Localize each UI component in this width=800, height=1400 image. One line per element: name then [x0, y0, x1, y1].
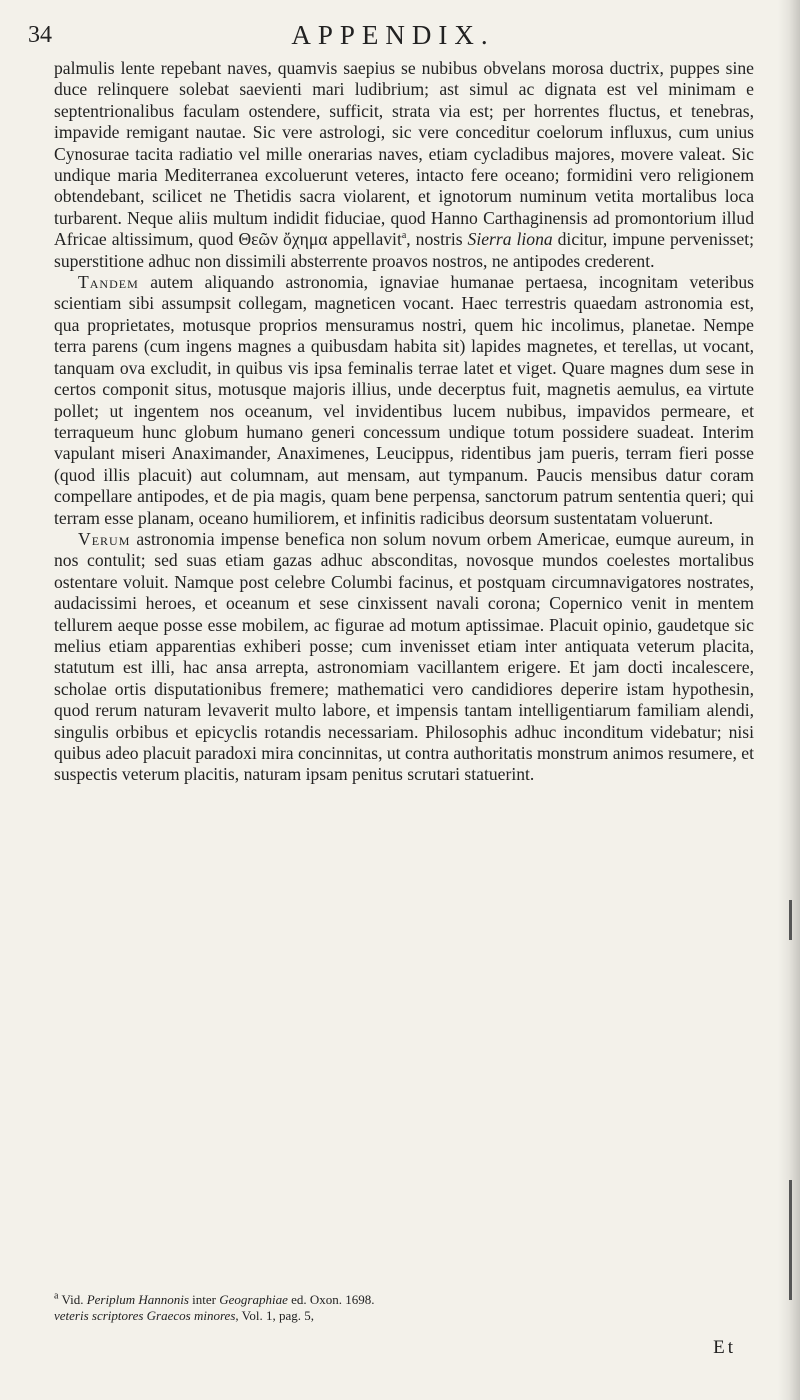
footnote-ref: a: [401, 230, 407, 242]
footnote-volume: , Vol. 1, pag. 5,: [235, 1308, 314, 1323]
paragraph-2-text: autem aliquando astronomia, ignaviae humanae pertaesa, incognitam veteribus scientiam sibi assumpsit collegam, magneticen vocant. Haec terrestris quaedam astronomia est, qua proprietates, motusque proprios mensuramus nostri, quem hic incolimus, planetae. Nempe terra parens (cum ingens magnes a quibusdam habita sit) lapides magnetes, et terellas, ut vocant, tanquam ova excludit, in quibus vis ipsa feminalis terrae latet et viget. Quare magnes dum sese in certos componit situs, motusque majoris illius, unde decerptus fuit, magnetis aemulus, ea virtute pollet; ut ingentem nos oceanum, vel invidentibus lucem nubibus, impavidos permeare, et terraqueum hunc globum humano generi concessum undique totum possidere suadeat. Interim vapulant miseri Anaximander, Anaximenes, Leucippus, ridentibus jam pueris, terram fieri posse (quod illis placuit) aut columnam, aut mensam, aut tympanum. Paucis mensibus datur coram compellare antipodes, et de pia magis, quam bene perpensa, sanctorum patrum sententia queri; qui terram esse planam, oceano humiliorem, et infinitis radicibus deorsum sustentatam voluerunt.: [54, 272, 754, 528]
paragraph-2-lead: Tandem: [78, 272, 139, 293]
paragraph-3-text: astronomia impense benefica non solum novum orbem Americae, eumque aureum, in nos contulit; sed suas etiam gazas adhuc absconditas, novosque mundos coelestes mortalibus ostentare voluit. Namque post celebre Columbi facinus, et postquam circumnavigatores nostrates, audacissimi heroes, et oceanum et sese cinxissent navali corona; Copernico venit in mentem tellurem aeque posse esse mobilem, ac figurae ad motum aptissimae. Placuit opinio, gaudetque sic melius etiam apparentias exhiberi posse; cum invenisset etiam inter antiquata veterum placita, statutum est illi, hac ansa arrepta, astronomiam vacillantem erigere. Et jam docti incalescere, scholae ortis disputationibus fremere; mathematici vero candidiores deperire istam hypothesin, quod rerum naturam levaverit multo labore, et impensis tantam intelligentiarum familiam alendi, singulis orbibus et epicyclis rotandis necessariam. Philosophis adhuc inconditum videbatur; nisi quibus adeo placuit paradoxi mira concinnitas, ut contra authoritatis monstrum animos resumere, et suspectis veterum placitis, naturam ipsam penitus scrutari statuerint.: [54, 528, 754, 785]
paragraph-2: [54, 272, 754, 529]
footnote-series: veteris scriptores Graecos minores: [54, 1308, 236, 1323]
page-header: [28, 18, 748, 52]
footnote: [54, 1292, 754, 1324]
paragraph-3-lead: Verum: [78, 528, 131, 549]
paragraph-1-text-after: , nostris Sierra liona dicitur, impune pervenisset; superstitione adhuc non dissimili absterrente proavos nostros, ne antipodes crederent.: [54, 229, 754, 271]
footnote-line-1: [54, 1292, 754, 1308]
paragraph-1-text: palmulis lente repebant naves, quamvis saepius se nubibus obvelans morosa ductrix, puppes sine duce relinquere solebat saevienti mari ludibrium; ast simul ac dignata est vel minimam e septentrionalibus faculam ostendere, sufficit, strata via est; per horrentes fluctus, et tenebras, impavide remigant nautae. Sic vere astrologi, sic vere conceditur coelorum influxus, cum unius Cynosurae tacita radiatio vel mille onerarias naves, etiam cycladibus majores, movere valeat. Sic undique maria Mediterranea excoluerunt veteres, intacto fere oceano; formidini vero religionem obtendebant, scilicet ne Thetidis sacra violarent, et ignotorum numinum vetita mortalibus loca turbarent. Neque aliis multum indidit fiduciae, quod Hanno Carthaginensis ad promontorium illud Africae altissimum, quod Θεῶν ὄχημα appellavit: [54, 58, 754, 250]
footnote-edition: ed. Oxon. 1698.: [287, 1292, 375, 1307]
paragraph-1: [54, 58, 754, 272]
body-text: [54, 58, 754, 786]
footnote-title: Periplum Hannonis: [86, 1292, 189, 1307]
page-number: 34: [28, 22, 52, 48]
paragraph-3: [54, 529, 754, 786]
footnote-mid: inter: [188, 1292, 220, 1307]
footnote-line-2: [54, 1308, 754, 1324]
place-name-italic: Sierra liona: [467, 229, 553, 250]
margin-mark: [789, 1180, 792, 1300]
catchword: Et: [713, 1337, 736, 1358]
footnote-marker: a: [54, 1290, 59, 1302]
running-head: APPENDIX.: [291, 20, 495, 50]
footnote-text: Vid.: [61, 1292, 87, 1307]
footnote-title-2: Geographiae: [219, 1292, 288, 1307]
margin-mark: [789, 900, 792, 940]
